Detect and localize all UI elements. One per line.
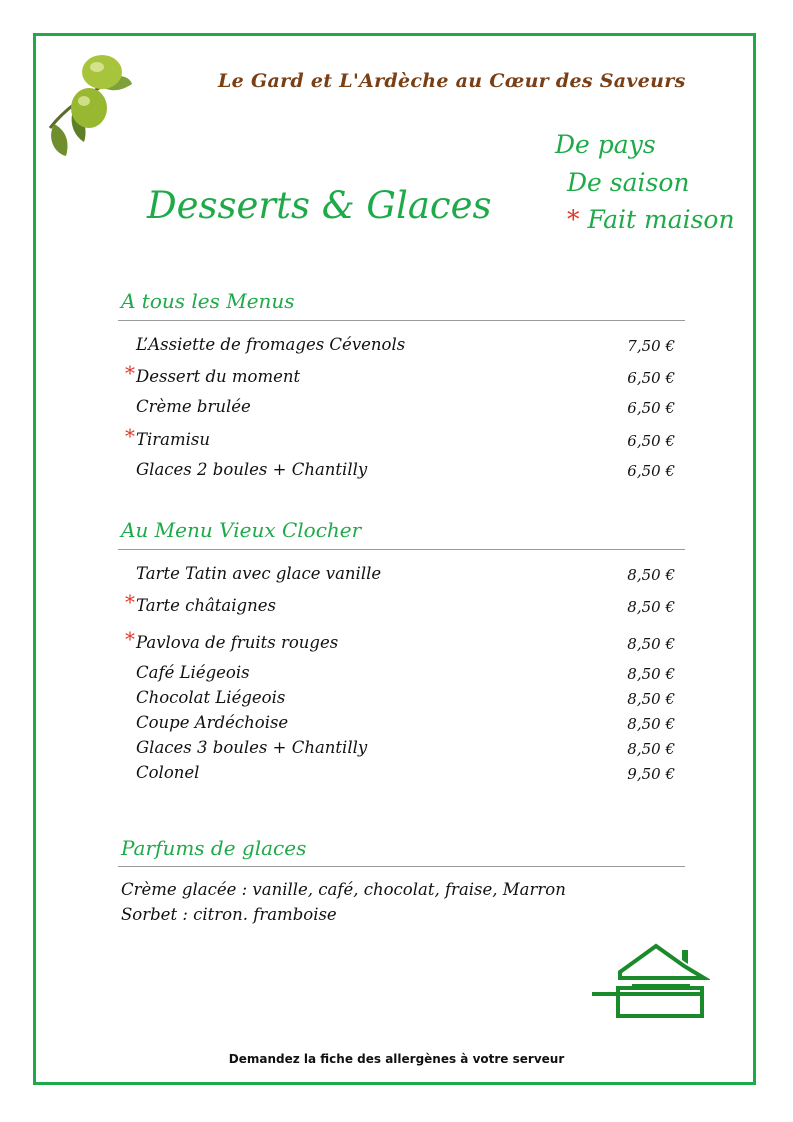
- menu-item: Café Liégeois 8,50 €: [136, 663, 675, 683]
- flavors-sorbet: Sorbet : citron. framboise: [121, 905, 337, 924]
- menu-item: Colonel 9,50 €: [136, 763, 675, 783]
- section-divider: [118, 866, 685, 867]
- flavors-creme-glacee: Crème glacée : vanille, café, chocolat, fraise, Marron: [121, 880, 566, 899]
- menu-item: * Tarte châtaignes 8,50 €: [125, 590, 675, 616]
- page-title: Desserts & Glaces: [147, 184, 492, 227]
- menu-item: Tarte Tatin avec glace vanille 8,50 €: [136, 564, 675, 584]
- menu-item: Glaces 2 boules + Chantilly 6,50 €: [136, 460, 675, 480]
- house-icon: [592, 942, 710, 1022]
- menu-item: L’Assiette de fromages Cévenols 7,50 €: [136, 335, 675, 355]
- olive-branch-icon: [44, 50, 134, 160]
- menu-item: Chocolat Liégeois 8,50 €: [136, 688, 675, 708]
- homemade-star: *: [567, 205, 580, 234]
- slogan-de-saison: De saison: [567, 168, 690, 197]
- menu-item: * Tiramisu 6,50 €: [125, 424, 675, 450]
- restaurant-tagline: Le Gard et L'Ardèche au Cœur des Saveurs: [218, 70, 686, 92]
- section-divider: [118, 549, 685, 550]
- section-divider: [118, 320, 685, 321]
- menu-item: Glaces 3 boules + Chantilly 8,50 €: [136, 738, 675, 758]
- section-title-tous-menus: A tous les Menus: [121, 289, 295, 313]
- menu-item: * Dessert du moment 6,50 €: [125, 361, 675, 387]
- allergen-notice: Demandez la fiche des allergènes à votre serveur: [228, 1052, 565, 1066]
- section-title-vieux-clocher: Au Menu Vieux Clocher: [121, 518, 362, 542]
- menu-item: Coupe Ardéchoise 8,50 €: [136, 713, 675, 733]
- menu-item: Crème brulée 6,50 €: [136, 397, 675, 417]
- slogan-fait-maison: * Fait maison: [567, 205, 735, 234]
- menu-item: * Pavlova de fruits rouges 8,50 €: [125, 627, 675, 653]
- slogan-de-pays: De pays: [555, 130, 656, 159]
- section-title-parfums: Parfums de glaces: [121, 836, 307, 860]
